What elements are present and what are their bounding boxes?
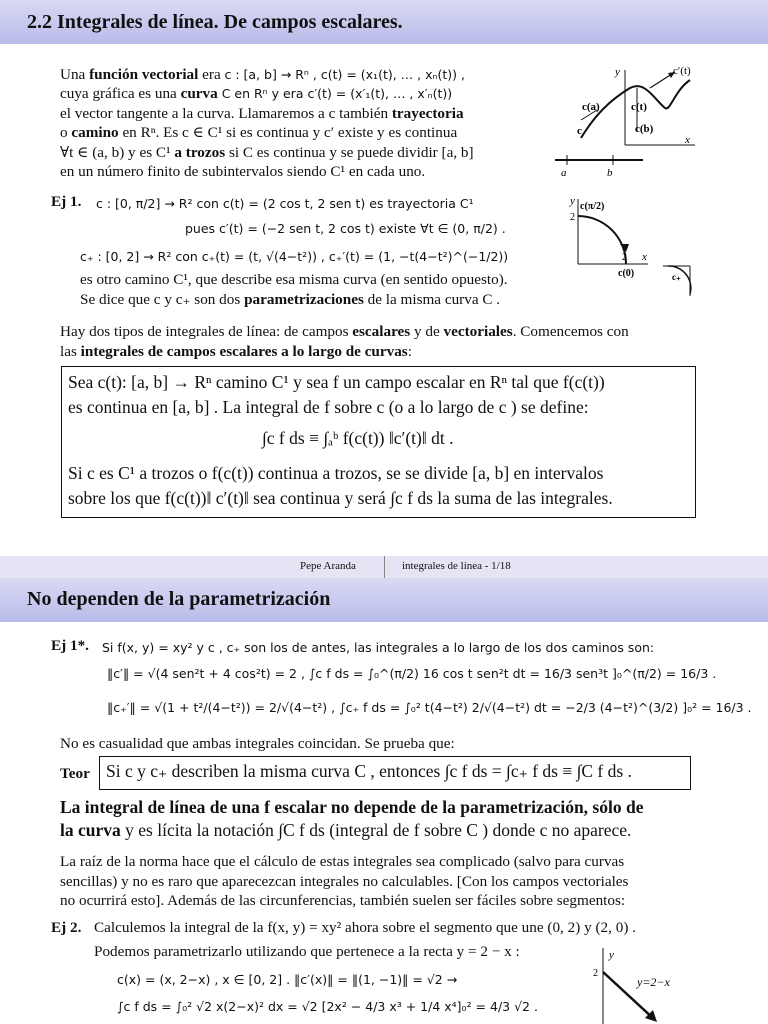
quarter-arc [578, 216, 626, 264]
ej1-line-1: c : [0, π/2] → R² con c(t) = (2 cos t, 2 sen t) es trayectoria C¹ [96, 196, 474, 211]
slide-2-header [0, 578, 768, 622]
fig3-two-label: 2 [593, 968, 598, 979]
footer [0, 556, 768, 578]
fig2-x-label: x [642, 251, 647, 263]
ej1-label: Ej 1. [51, 193, 82, 210]
slide-1-title: 2.2 Integrales de línea. De campos escalares. [27, 11, 403, 33]
theorem-box [99, 756, 691, 790]
intro-line-4: o camino en Rⁿ. Es c ∈ C¹ si es continua y c′ existe y es continua [60, 124, 458, 141]
def-formula: ∫c f ds ≡ ∫ₐᵇ f(c(t)) ‖c′(t)‖ dt . [262, 428, 454, 448]
segment-diagram [585, 946, 705, 1024]
ej1-line-4: es otro camino C¹, que describe esa misma curva (en sentido opuesto). [80, 271, 508, 288]
intro-line-6: en un número finito de subintervalos siendo C¹ en cada uno. [60, 163, 426, 180]
fig2-cstar-label: c₊ [672, 272, 681, 282]
types-line-1: Hay dos tipos de integrales de línea: de campos escalares y de vectoriales. Comencemos con [60, 323, 629, 340]
ej1s-line-1: Si f(x, y) = xy² y c , c₊ son los de antes, las integrales a lo largo de los dos caminos son: [102, 640, 655, 655]
def-line-4: sobre los que f(c(t))‖ c′(t)‖ sea continua y será ∫c f ds la suma de las integrales. [68, 488, 613, 508]
ej1-line-3: c₊ : [0, 2] → R² con c₊(t) = (t, √(4−t²)) , c₊′(t) = (1, −t(4−t²)^(−1/2)) [80, 249, 509, 264]
fig1-cb-label: c(b) [635, 123, 654, 135]
fig2-y-label: y [570, 195, 575, 207]
bold-line-1: La integral de línea de una f escalar no depende de la parametrización, sólo de [60, 797, 644, 817]
slide-2-title: No dependen de la parametrización [27, 588, 331, 610]
ej2-line-1: Calculemos la integral de la f(x, y) = xy² ahora sobre el segmento que une (0, 2) y (2, 0) . [94, 919, 636, 936]
para-line-3: no ocurrirá esto]. Además de las circunferencias, también suelen ser fáciles sobre segmentos: [60, 892, 626, 909]
fig2-two-y: 2 [570, 212, 575, 223]
fig2-two-x: 2 [622, 252, 627, 263]
casual-line: No es casualidad que ambas integrales coincidan. Se prueba que: [60, 735, 455, 752]
def-line-3: Si c es C¹ a trozos o f(c(t)) continua a trozos, se se divide [a, b] en intervalos [68, 463, 604, 483]
ej2-line-4: ∫c f ds = ∫₀² √2 x(2−x)² dx = √2 [2x² − 4/3 x³ + 1/4 x⁴]₀² = 4/3 √2 . [117, 999, 538, 1014]
fig1-c-label: c [577, 125, 582, 137]
para-line-1: La raíz de la norma hace que el cálculo de estas integrales sea complicado (salvo para curvas [60, 853, 625, 870]
ej1s-line-2: ‖c′‖ = √(4 sen²t + 4 cos²t) = 2 , ∫c f ds = ∫₀^(π/2) 16 cos t sen²t dt = 16/3 sen³t ]₀^(π/2) = 16/3 . [107, 666, 717, 681]
intro-line-5: ∀t ∈ (a, b) y es C¹ a trozos si C es continua y se puede dividir [a, b] [60, 144, 474, 161]
types-line-2: las integrales de campos escalares a lo largo de curvas: [60, 343, 412, 360]
fig1-ca-label: c(a) [582, 101, 600, 113]
ej2-label: Ej 2. [51, 919, 82, 936]
ej1-line-2: pues c′(t) = (−2 sen t, 2 cos t) existe ∀t ∈ (0, π/2) . [185, 221, 506, 236]
intro-line-1: Una función vectorial era c : [a, b] → Rⁿ , c(t) = (x₁(t), … , xₙ(t)) , [60, 66, 465, 83]
definition-box [61, 366, 696, 518]
ej2-line-3: c(x) = (x, 2−x) , x ∈ [0, 2] . ‖c′(x)‖ = ‖(1, −1)‖ = √2 → [117, 972, 458, 987]
footer-divider [384, 556, 385, 578]
fig3-line-label: y=2−x [637, 975, 670, 989]
ej1s-label: Ej 1*. [51, 637, 89, 654]
fig1-x-label: x [685, 134, 690, 146]
fig1-a-label: a [561, 167, 567, 179]
def-line-1: Sea c(t): [a, b] → Rⁿ camino C¹ y sea f un campo escalar en Rⁿ tal que f(c(t)) [68, 372, 605, 392]
fig1-b-label: b [607, 167, 613, 179]
fig2-c0-label: c(0) [618, 268, 635, 279]
def-line-2: es continua en [a, b] . La integral de f sobre c (o a lo largo de c ) se define: [68, 397, 589, 417]
fig3-y-label: y [609, 949, 614, 961]
ej1s-line-3: ‖c₊′‖ = √(1 + t²/(4−t²)) = 2/√(4−t²) , ∫c₊ f ds = ∫₀² t(4−t²) 2/√(4−t²) dt = −2/3 (4−t²)^(3/2) ]₀² = 16/3 . [107, 700, 752, 715]
fig2-cpi-label: c(π/2) [580, 201, 605, 212]
fig1-ct-label: c(t) [631, 101, 647, 113]
fig1-y-label: y [615, 66, 620, 78]
ej2-line-2: Podemos parametrizarlo utilizando que pertenece a la recta y = 2 − x : [94, 943, 520, 960]
theorem-text: Si c y c₊ describen la misma curva C , entonces ∫c f ds = ∫c₊ f ds ≡ ∫C f ds . [106, 761, 632, 781]
ej1-line-5: Se dice que c y c₊ son dos parametrizaciones de la misma curva C . [80, 291, 501, 308]
footer-page: integrales de línea - 1/18 [402, 560, 511, 572]
intro-line-2: cuya gráfica es una curva C en Rⁿ y era c′(t) = (x′₁(t), … , x′ₙ(t)) [60, 85, 453, 102]
para-line-2: sencillas) y no es raro que aparecezcan integrales no calculables. [Con los campos vectoriales [60, 873, 629, 890]
footer-author: Pepe Aranda [300, 560, 356, 572]
slide-2 [0, 578, 768, 1024]
intro-line-3: el vector tangente a la curva. Llamaremos a c también trayectoria [60, 105, 464, 122]
teor-label: Teor [60, 765, 90, 782]
slide-1-header [0, 0, 768, 44]
quarter-circle-diagram [558, 194, 728, 304]
bold-line-2: la curva y es lícita la notación ∫C f ds (integral de f sobre C ) donde c no aparece. [60, 820, 632, 840]
fig1-cprime-label: c′(t) [673, 65, 691, 77]
curve-diagram [555, 60, 705, 180]
